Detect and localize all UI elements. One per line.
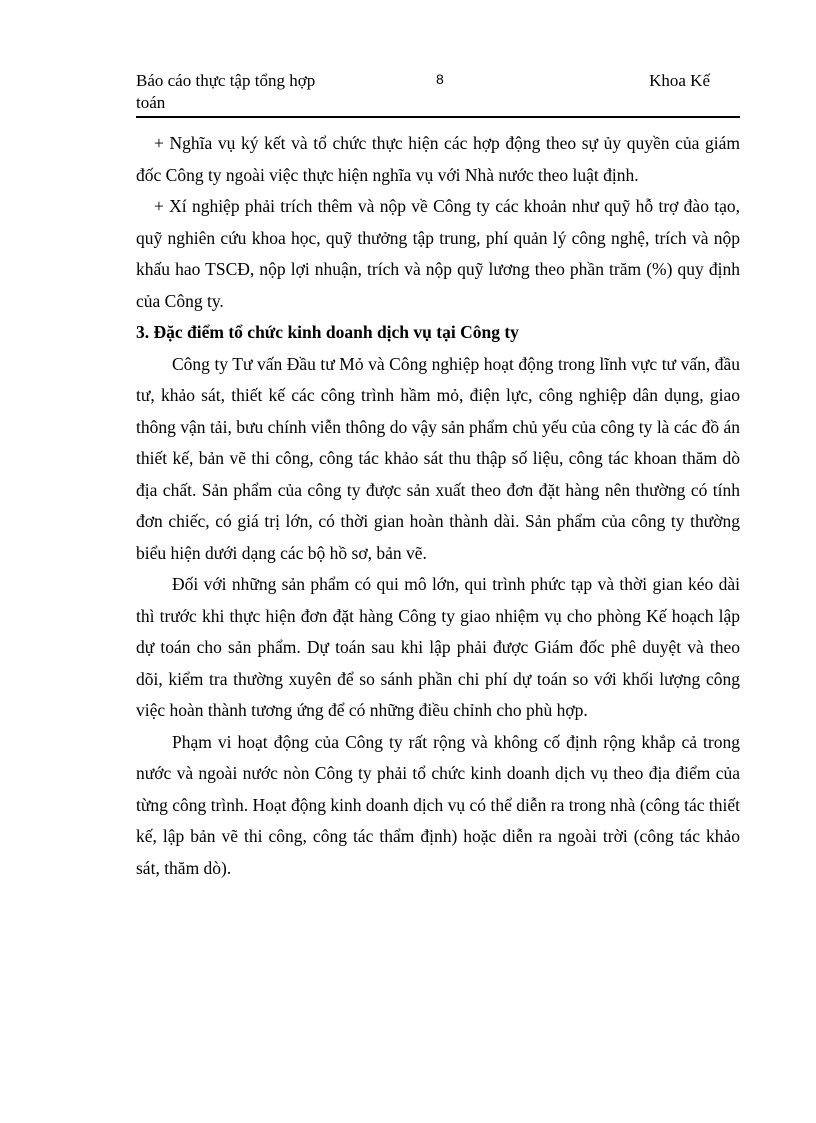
page-header (136, 68, 740, 118)
paragraph-company-activities: Công ty Tư vấn Đầu tư Mỏ và Công nghiệp hoạt động trong lĩnh vực tư vấn, đầu tư, khảo sát, thiết kế các công trình hầm mỏ, điện lực, công nghiệp dân dụng, giao thông vận tải, bưu chính viễn thông do vậy sản phẩm chủ yếu của công ty là các đồ án thiết kế, bản vẽ thi công, công tác khảo sát thu thập số liệu, công tác khoan thăm dò địa chất. Sản phẩm của công ty được sản xuất theo đơn đặt hàng nên thường có tính đơn chiếc, có giá trị lớn, có thời gian hoàn thành dài. Sản phẩm của công ty thường biểu hiện dưới dạng các bộ hồ sơ, bản vẽ. (136, 353, 740, 563)
header-title-line1: Báo cáo thực tập tổng hợp (136, 71, 316, 90)
paragraph-scope-of-operation: Phạm vi hoạt động của Công ty rất rộng và không cố định rộng khắp cả trong nước và ngoài nước nòn Công ty phải tổ chức kinh doanh dịch vụ theo địa điểm của từng công trình. Hoạt động kinh doanh dịch vụ có thể diễn ra trong nhà (công tác thiết kế, lập bản vẽ thi công, công tác thẩm định) hoặc diễn ra ngoài trời (công tác khảo sát, thăm dò). (136, 731, 740, 878)
paragraph-large-products: Đối với những sản phẩm có qui mô lớn, qui trình phức tạp và thời gian kéo dài thì trước khi thực hiện đơn đặt hàng Công ty giao nhiệm vụ cho phòng Kế hoạch lập dự toán cho sản phẩm. Dự toán sau khi lập phải được Giám đốc phê duyệt và theo dõi, kiểm tra thường xuyên để so sánh phần chi phí dự toán so với khối lượng công việc hoàn thành tương ứng để có những điều chỉnh cho phù hợp. (136, 574, 740, 720)
header-title-line2: toán (136, 93, 166, 112)
document-body (136, 128, 740, 884)
page-number: 8 (436, 71, 444, 87)
section-heading-3: 3. Đặc điểm tổ chức kinh doanh dịch vụ tại Công ty (136, 322, 519, 342)
paragraph-obligations: + Nghĩa vụ ký kết và tổ chức thực hiện các hợp động theo sự ủy quyền của giám đốc Công ty ngoài việc thực hiện nghĩa vụ với Nhà nước theo luật định. (136, 133, 740, 185)
paragraph-enterprise-payments: + Xí nghiệp phải trích thêm và nộp về Công ty các khoản như quỹ hỗ trợ đào tạo, quỹ nghiên cứu khoa học, quỹ thưởng tập trung, phí quản lý công nghệ, trích và nộp khấu hao TSCĐ, nộp lợi nhuận, trích và nộp quỹ lương theo phần trăm (%) quy định của Công ty. (136, 196, 740, 311)
header-title (136, 70, 376, 114)
header-department: Khoa Kế (649, 71, 710, 90)
